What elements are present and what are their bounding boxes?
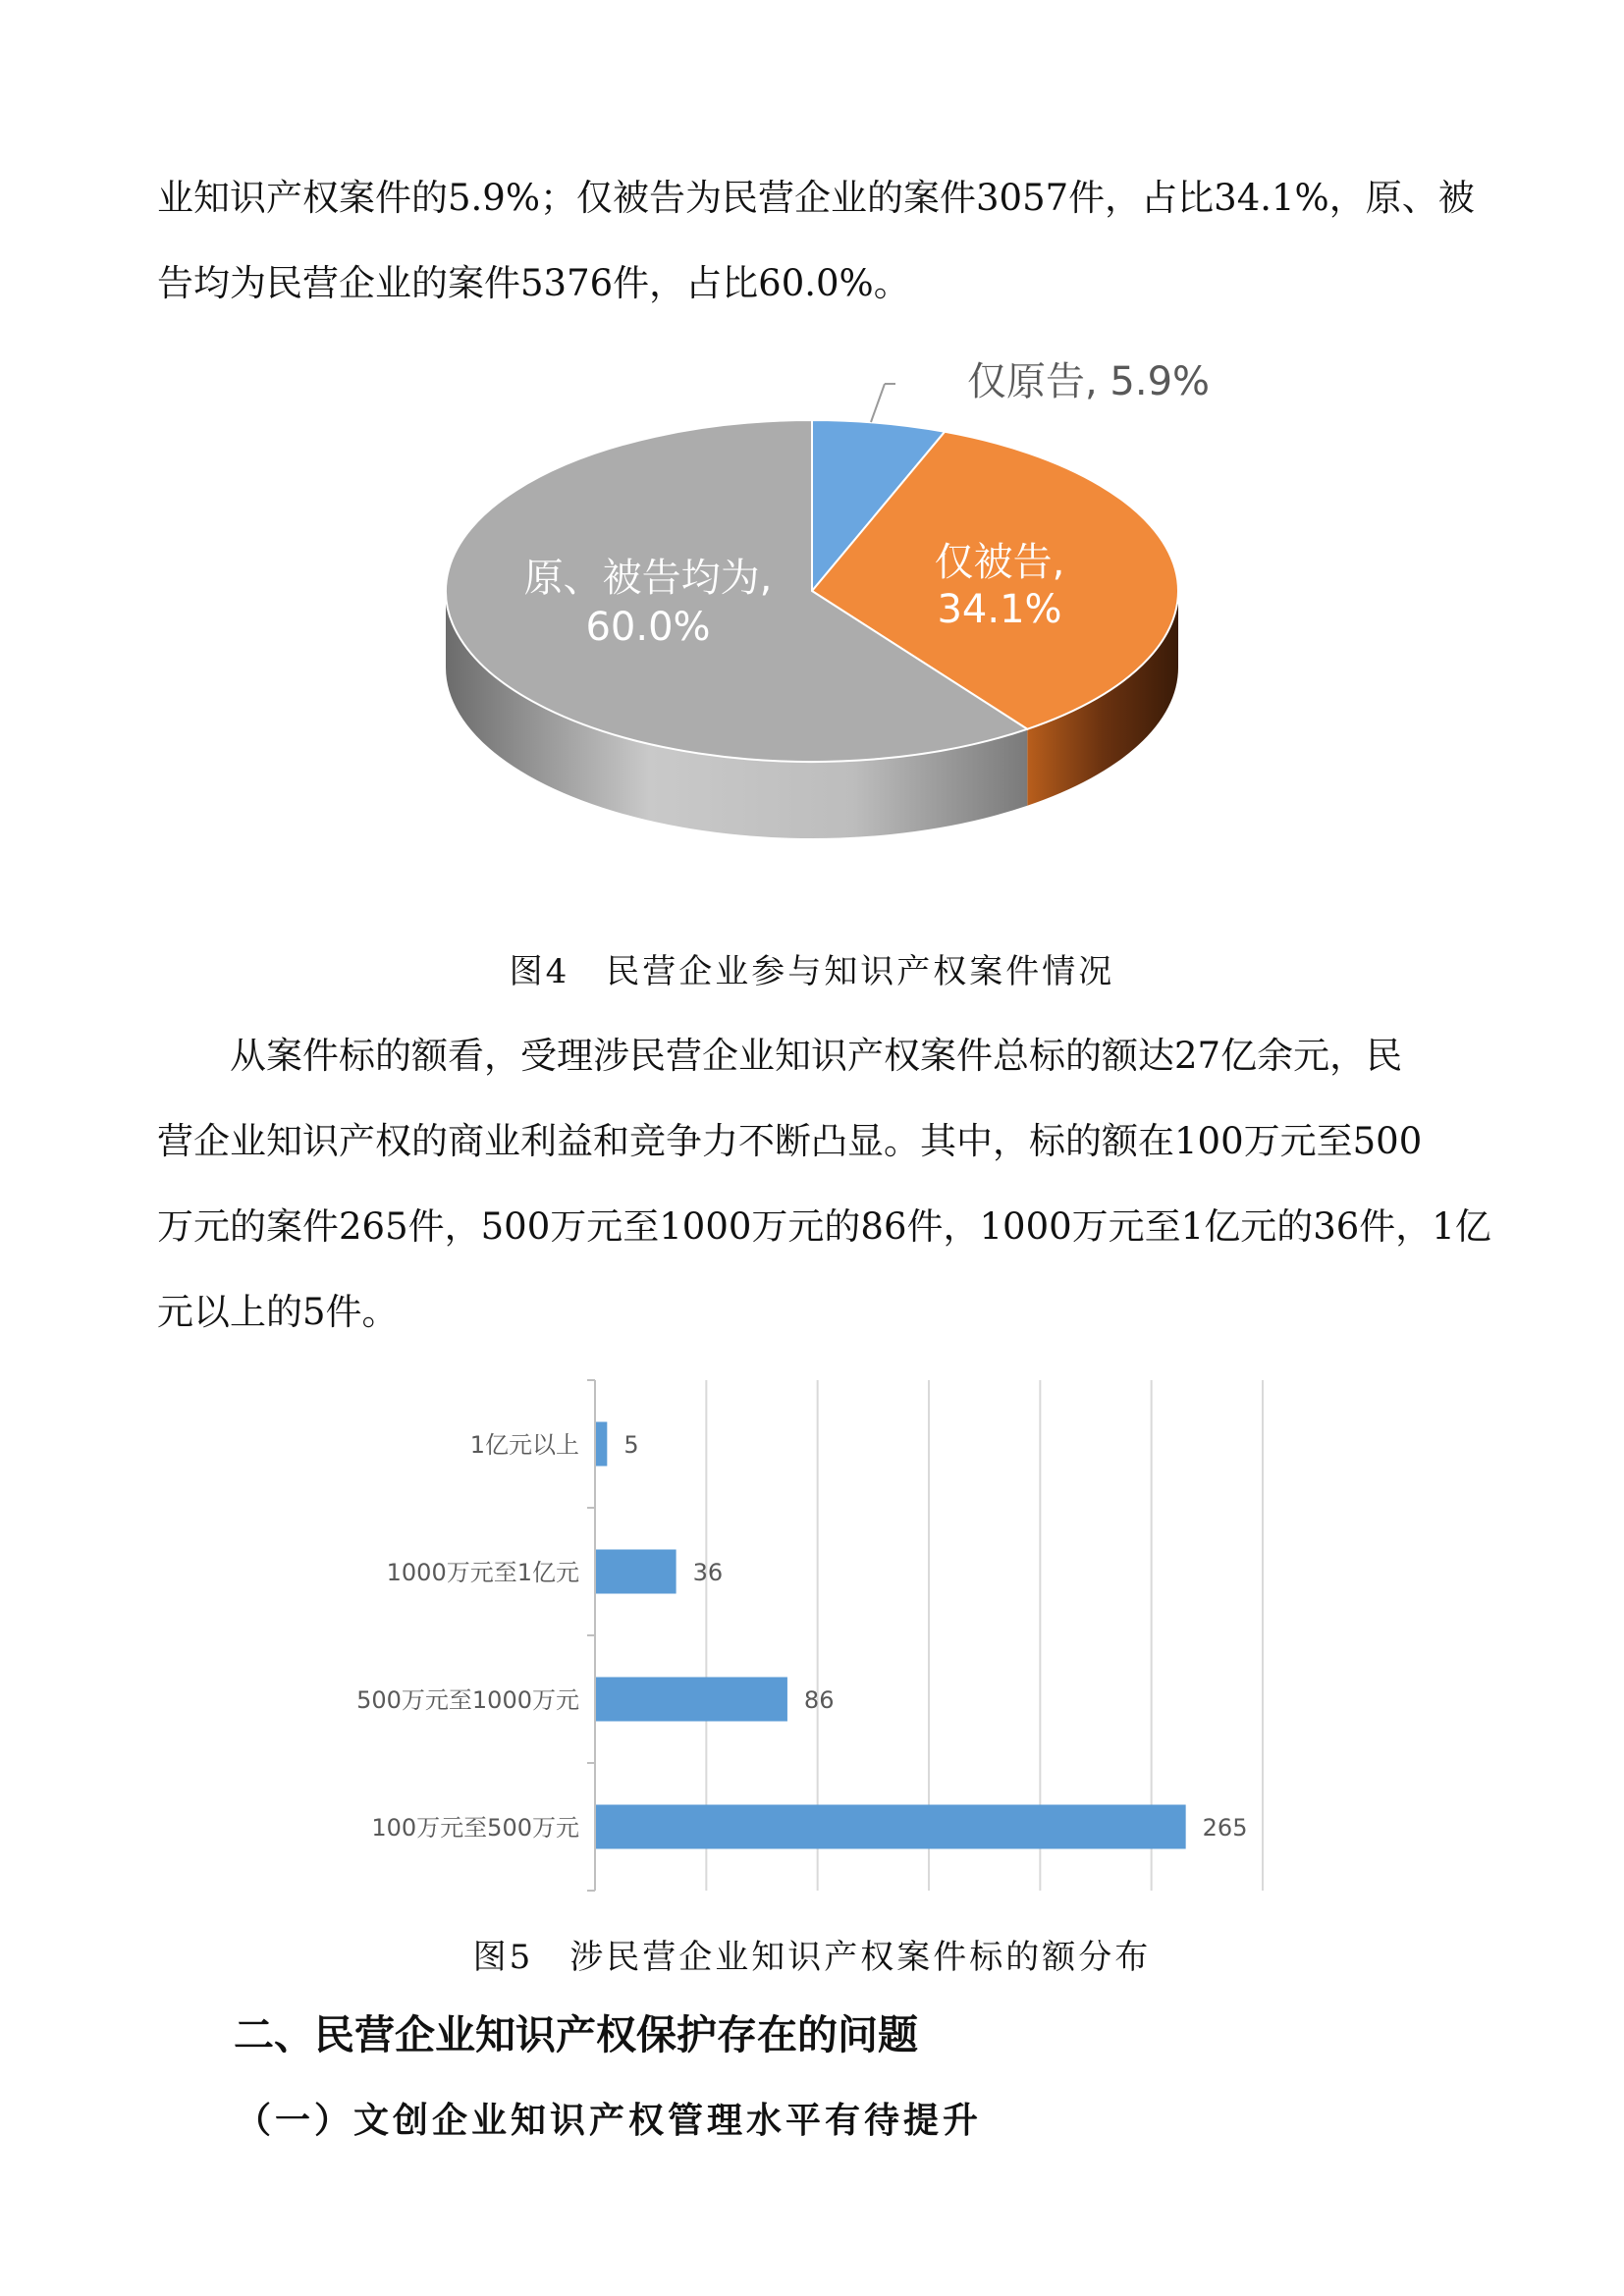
bar: [596, 1805, 1186, 1849]
bar: [596, 1422, 607, 1467]
paragraph-line: 告均为民营企业的案件5376件，占比60.0%。: [157, 262, 910, 304]
bar-category-label: 1000万元至1亿元: [386, 1559, 579, 1586]
bar-category-label: 100万元至500万元: [371, 1814, 579, 1842]
bar-value-label: 5: [623, 1431, 639, 1459]
figure4-caption: 图4 民营企业参与知识产权案件情况: [509, 952, 1115, 991]
pie-label-defendant: 仅被告,: [934, 540, 1065, 585]
pie-value-both: 60.0%: [585, 605, 711, 650]
paragraph-line: 万元的案件265件，500万元至1000万元的86件，1000万元至1亿元的36件，1亿: [157, 1205, 1491, 1248]
pie-label-both: 原、被告均为,: [523, 556, 773, 601]
bar-value-label: 265: [1202, 1814, 1248, 1842]
section-heading: 二、民营企业知识产权保护存在的问题: [234, 2011, 918, 2058]
bar-value-label: 86: [803, 1686, 835, 1714]
bar-category-label: 1亿元以上: [469, 1431, 579, 1459]
bar-chart: [0, 1364, 1624, 1914]
bar: [596, 1550, 677, 1594]
bar-value-label: 36: [692, 1559, 724, 1586]
paragraph-line: 业知识产权案件的5.9%；仅被告为民营企业的案件3057件，占比34.1%，原、被: [157, 177, 1475, 219]
pie-chart: [0, 0, 1624, 923]
bar-category-label: 500万元至1000万元: [356, 1686, 579, 1714]
paragraph-amount: [157, 1013, 1491, 1355]
paragraph-line: 元以上的5件。: [157, 1291, 399, 1333]
leader-line: [871, 384, 885, 422]
bar: [596, 1678, 787, 1722]
pie-label-plaintiff: 仅原告, 5.9%: [967, 359, 1211, 404]
section-subheading: （一）文创企业知识产权管理水平有待提升: [236, 2100, 983, 2141]
figure5-caption: 图5 涉民营企业知识产权案件标的额分布: [472, 1938, 1152, 1977]
pie-value-defendant: 34.1%: [937, 587, 1062, 632]
paragraph-line: 从案件标的额看，受理涉民营企业知识产权案件总标的额达27亿余元，民: [230, 1035, 1403, 1077]
paragraph-line: 营企业知识产权的商业利益和竞争力不断凸显。其中，标的额在100万元至500: [157, 1120, 1423, 1162]
